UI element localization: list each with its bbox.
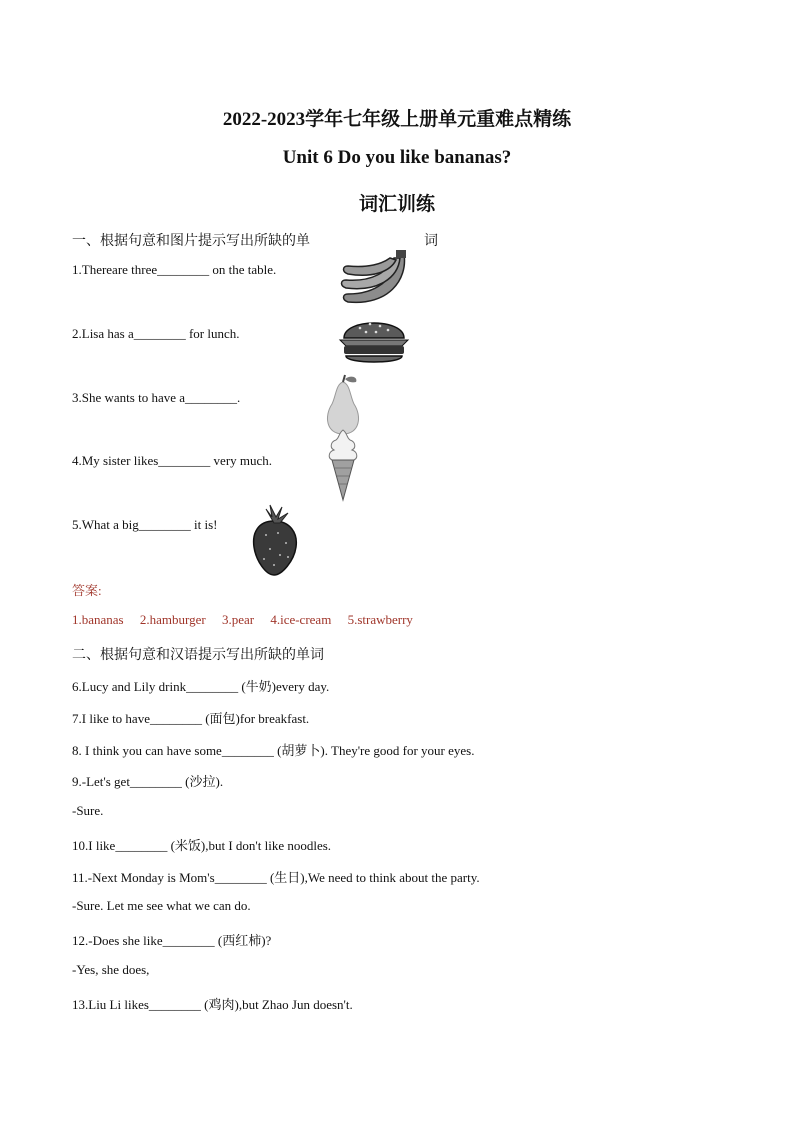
worksheet-title: 2022-2023学年七年级上册单元重难点精练 — [222, 109, 572, 130]
question-5: 5.What a big________ it is! — [72, 517, 218, 532]
question-4: 4.My sister likes________ very much. — [72, 453, 273, 468]
answer-3: 3.pear — [221, 612, 255, 627]
question-10: 10.I like________ (米饭),but I don't like noodles. — [72, 838, 332, 853]
question-9: 9.-Let's get________ (沙拉). — [72, 774, 224, 789]
question-12: 12.-Does she like________ (西红柿)? — [72, 933, 272, 948]
question-6: 6.Lucy and Lily drink________ (牛奶)every day. — [72, 679, 330, 694]
reply-9: -Sure. — [72, 803, 104, 818]
ice-cream-illustration — [326, 428, 360, 502]
section1-heading-end: 词 — [424, 234, 438, 249]
answer-1: 1.bananas — [72, 612, 124, 627]
reply-12: -Yes, she does, — [72, 962, 150, 977]
answer-5: 5.strawberry — [347, 612, 413, 627]
answer-4: 4.ice-cream — [270, 612, 332, 627]
question-7: 7.I like to have________ (面包)for breakfast. — [72, 711, 310, 726]
question-8: 8. I think you can have some________ (胡萝卜). They're good for your eyes. — [72, 743, 475, 758]
unit-title: Unit 6 Do you like bananas? — [282, 147, 512, 168]
pear-illustration — [318, 374, 368, 436]
bananas-illustration — [338, 250, 410, 312]
answer-list — [72, 612, 413, 628]
section2-heading: 二、根据句意和汉语提示写出所缺的单词 — [72, 648, 324, 663]
reply-11: -Sure. Let me see what we can do. — [72, 898, 251, 913]
strawberry-illustration — [248, 503, 300, 577]
answer-2: 2.hamburger — [139, 612, 206, 627]
question-1: 1.Thereare three________ on the table. — [72, 262, 277, 277]
question-3: 3.She wants to have a________. — [72, 390, 241, 405]
section1-heading: 一、根据句意和图片提示写出所缺的单 — [72, 234, 310, 249]
section-subtitle: 词汇训练 — [358, 194, 435, 215]
question-11: 11.-Next Monday is Mom's________ (生日),We need to think about the party. — [72, 870, 480, 885]
answer-label: 答案: — [72, 583, 102, 598]
question-2: 2.Lisa has a________ for lunch. — [72, 326, 240, 341]
question-13: 13.Liu Li likes________ (鸡肉),but Zhao Jun doesn't. — [72, 997, 353, 1012]
hamburger-illustration — [336, 312, 412, 370]
